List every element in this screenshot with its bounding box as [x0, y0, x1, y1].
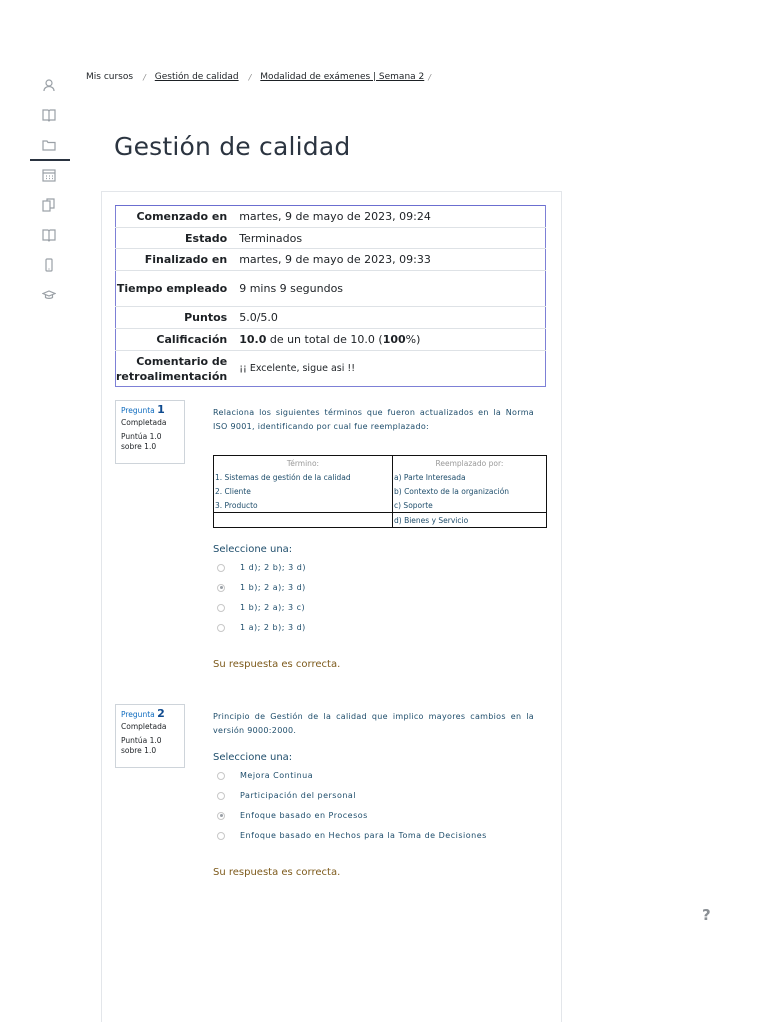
grade-percent: 100 [382, 333, 406, 346]
question-number-value: 2 [157, 707, 165, 720]
summary-row [116, 206, 546, 228]
question-info [115, 704, 185, 768]
answer-option-label: 1 d); 2 b); 3 d) [240, 563, 306, 572]
calendar-icon [42, 168, 56, 182]
summary-value: martes, 9 de mayo de 2023, 09:33 [233, 249, 545, 271]
answer-option[interactable] [217, 603, 305, 612]
terms-row [214, 498, 547, 513]
user-icon [42, 78, 56, 92]
answer-option-label: Enfoque basado en Procesos [240, 811, 368, 820]
answer-option[interactable] [217, 623, 306, 632]
summary-value [233, 329, 545, 351]
nav-item-calendar[interactable] [28, 160, 70, 190]
summary-label: Calificación [116, 329, 234, 351]
answer-feedback: Su respuesta es correcta. [213, 659, 341, 670]
attempt-summary-table [115, 205, 546, 387]
folder-icon [42, 138, 56, 152]
graduation-cap-icon [42, 288, 56, 302]
terms-header: Término: [214, 456, 393, 471]
answer-option-label: Participación del personal [240, 791, 357, 800]
terms-row [214, 513, 547, 528]
answer-option[interactable] [217, 563, 306, 572]
answer-prompt: Seleccione una: [213, 752, 293, 763]
summary-label: Comentario de retroalimentación [116, 351, 234, 387]
summary-label: Tiempo empleado [116, 271, 234, 307]
question-grade-max: sobre 1.0 [121, 746, 157, 755]
summary-label: Estado [116, 228, 234, 249]
left-nav [28, 70, 70, 310]
terms-cell: c) Soporte [393, 498, 547, 513]
summary-label: Puntos [116, 307, 234, 329]
radio-button[interactable] [217, 792, 225, 800]
nav-item-grades[interactable] [28, 100, 70, 130]
question-text: Relaciona los siguientes términos que fueron actualizados en la Norma ISO 9001, identificando por cual fue reemplazado: [213, 408, 534, 431]
help-button[interactable]: ? [702, 906, 711, 924]
breadcrumb-separator: / [248, 72, 252, 82]
answer-prompt: Seleccione una: [213, 544, 293, 555]
breadcrumb-exam[interactable]: Modalidad de exámenes | Semana 2 [260, 72, 425, 82]
summary-value: 5.0/5.0 [233, 307, 545, 329]
answer-option-selected[interactable] [217, 583, 306, 592]
summary-label: Finalizado en [116, 249, 234, 271]
breadcrumb-my-courses[interactable]: Mis cursos [86, 72, 134, 82]
answer-option-label: Enfoque basado en Hechos para la Toma de Decisiones [240, 831, 487, 840]
terms-cell: a) Parte Interesada [393, 470, 547, 484]
grade-value: 10.0 [239, 333, 267, 346]
book-icon [42, 228, 56, 242]
nav-item-graduation[interactable] [28, 280, 70, 310]
answer-option[interactable] [217, 771, 313, 780]
summary-value: Terminados [233, 228, 545, 249]
radio-button-checked[interactable] [217, 812, 225, 820]
terms-header: Reemplazado por: [393, 456, 547, 471]
answer-option[interactable] [217, 791, 356, 800]
summary-row [116, 307, 546, 329]
breadcrumb-separator: / [428, 72, 431, 82]
radio-button[interactable] [217, 564, 225, 572]
nav-item-library[interactable] [28, 220, 70, 250]
question-text: Principio de Gestión de la calidad que implico mayores cambios en la versión 9000:2000. [213, 712, 534, 735]
breadcrumb-separator: / [143, 72, 146, 82]
summary-row [116, 351, 546, 387]
nav-item-participants[interactable] [28, 70, 70, 100]
summary-value: ¡¡ Excelente, sigue asi !! [233, 351, 545, 387]
radio-button-checked[interactable] [217, 584, 225, 592]
terms-cell: b) Contexto de la organización [393, 484, 547, 498]
radio-button[interactable] [217, 624, 225, 632]
terms-cell: 2. Cliente [214, 484, 393, 498]
summary-row [116, 228, 546, 249]
answer-option-label: Mejora Continua [240, 771, 314, 780]
summary-row [116, 271, 546, 307]
answer-feedback: Su respuesta es correcta. [213, 867, 341, 878]
question-state: Completada [121, 417, 167, 427]
terms-cell: d) Bienes y Servicio [393, 513, 547, 528]
radio-button[interactable] [217, 772, 225, 780]
summary-value: 9 mins 9 segundos [233, 271, 545, 307]
breadcrumb-course[interactable]: Gestión de calidad [154, 72, 239, 82]
summary-row [116, 329, 546, 351]
question-number-value: 1 [157, 403, 165, 416]
page-title: Gestión de calidad [114, 132, 351, 161]
terms-table [213, 455, 547, 528]
book-icon [42, 108, 56, 122]
terms-row [214, 470, 547, 484]
answer-option[interactable] [217, 831, 487, 840]
terms-row [214, 484, 547, 498]
answer-option-label: 1 a); 2 b); 3 d) [240, 623, 306, 632]
answer-option-label: 1 b); 2 a); 3 c) [240, 603, 306, 612]
breadcrumb [86, 72, 440, 82]
summary-value: martes, 9 de mayo de 2023, 09:24 [239, 210, 431, 223]
question-state: Completada [121, 721, 167, 731]
question-grade: Puntúa 1.0 [121, 736, 162, 745]
answer-option-label: 1 b); 2 a); 3 d) [240, 583, 306, 592]
terms-cell [214, 513, 393, 528]
question-info [115, 400, 185, 464]
terms-cell: 3. Producto [214, 498, 393, 513]
radio-button[interactable] [217, 604, 225, 612]
grade-percent-sign: %) [405, 333, 421, 346]
summary-label: Comenzado en [136, 210, 228, 223]
question-grade-max: sobre 1.0 [121, 442, 157, 451]
mobile-icon [42, 258, 56, 272]
terms-cell: 1. Sistemas de gestión de la calidad [214, 470, 393, 484]
grade-total: de un total de 10.0 ( [266, 333, 383, 346]
nav-item-mobile[interactable] [28, 250, 70, 280]
nav-item-course[interactable] [28, 130, 70, 160]
copy-icon [42, 198, 56, 212]
terms-header-row [214, 456, 547, 471]
question-label: Pregunta [121, 406, 155, 415]
question-label: Pregunta [121, 710, 155, 719]
question-grade: Puntúa 1.0 [121, 432, 162, 441]
question-number [121, 404, 184, 417]
answer-option-selected[interactable] [217, 811, 368, 820]
nav-item-files[interactable] [28, 190, 70, 220]
summary-row [116, 249, 546, 271]
question-number [121, 708, 184, 721]
radio-button[interactable] [217, 832, 225, 840]
